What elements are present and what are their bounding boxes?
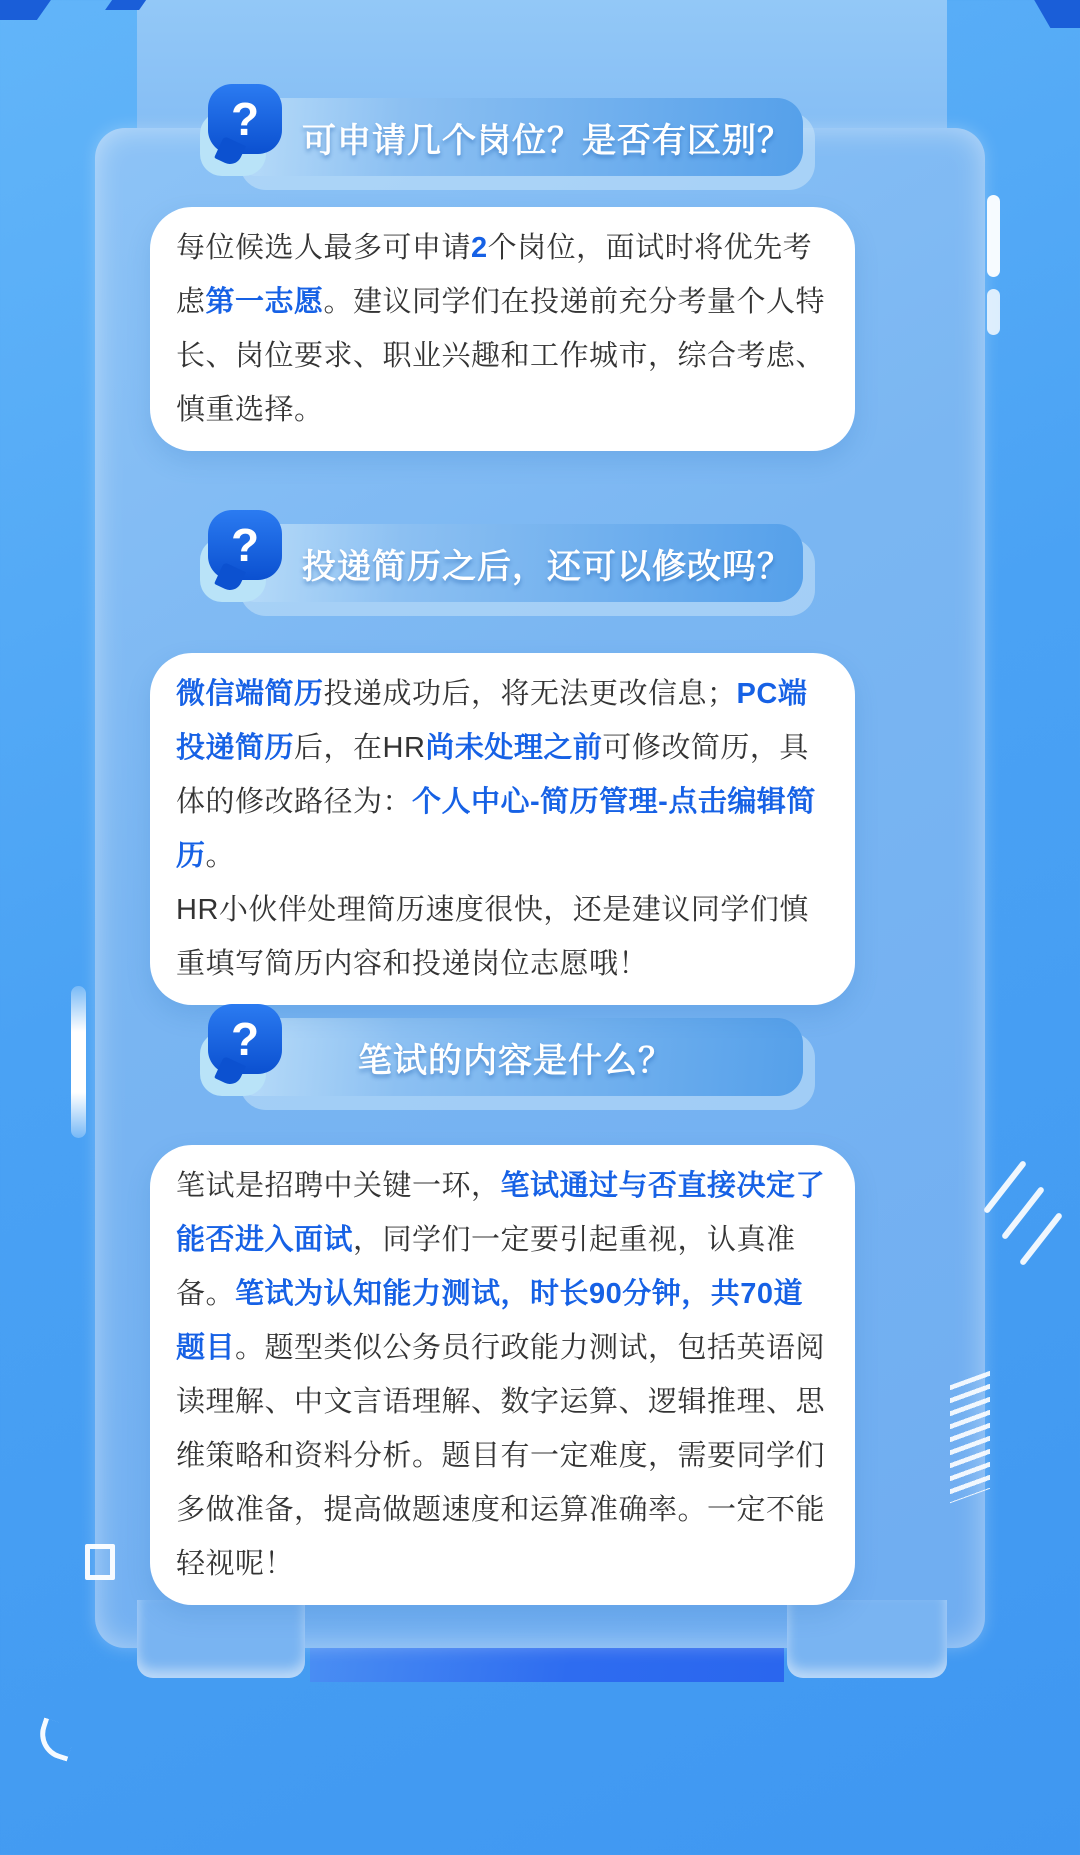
question-title: 笔试的内容是什么？ (358, 1041, 673, 1080)
question-bubble-icon (208, 1004, 282, 1074)
question-mark-glyph: ? (230, 93, 260, 145)
decor-stripes-right (1002, 1155, 1072, 1285)
question-mark-glyph: ? (230, 519, 260, 571)
answer-text: 微信端简历投递成功后，将无法更改信息；PC端投递简历后，在HR尚未处理之前可修改简历，具体的修改路径为：个人中心-简历管理-点击编辑简历。 HR小伙伴处理简历速度很快，还是建议同学们慎重填写简历内容和投递岗位志愿哦！ (176, 678, 816, 980)
question-bubble-icon (208, 84, 282, 154)
answer-card (150, 1145, 855, 1605)
answer-text: 笔试是招聘中关键一环，笔试通过与否直接决定了能否进入面试，同学们一定要引起重视，认真准备。笔试为认知能力测试，时长90分钟，共70道题目。题型类似公务员行政能力测试，包括英语阅读理解、中文言语理解、数字运算、逻辑推理、思维策略和资料分析。题目有一定难度，需要同学们多做准备，提高做题速度和运算准确率。一定不能轻视呢！ (176, 1170, 826, 1580)
stripe-icon (1019, 1212, 1063, 1266)
question-mark-glyph: ? (230, 1013, 260, 1065)
question-pill (228, 1018, 803, 1096)
stripe-icon (1001, 1186, 1045, 1240)
decor-bar-left (71, 986, 86, 1138)
decor-bar-right-bottom (987, 289, 1000, 335)
question-pill (228, 524, 803, 602)
decor-corner-top-right (1030, 0, 1080, 28)
decor-swoosh-bottom-left (33, 1717, 77, 1761)
answer-card (150, 653, 855, 1005)
question-title: 投递简历之后，还可以修改吗？ (302, 547, 792, 586)
answer-card (150, 207, 855, 451)
panel-foot-left (137, 1600, 305, 1678)
decor-ladder-right (950, 1371, 990, 1504)
question-title: 可申请几个岗位？是否有区别？ (302, 121, 792, 160)
question-pill (228, 98, 803, 176)
decor-outline-rect-left (85, 1544, 115, 1580)
answer-text: 每位候选人最多可申请2个岗位，面试时将优先考虑第一志愿。建议同学们在投递前充分考量个人特长、岗位要求、职业兴趣和工作城市，综合考虑、慎重选择。 (176, 232, 826, 426)
question-bubble-icon (208, 510, 282, 580)
stripe-icon (983, 1160, 1027, 1214)
panel-foot-right (787, 1600, 947, 1678)
decor-corner-top-left (0, 0, 55, 20)
decor-bar-right-top (987, 195, 1000, 277)
